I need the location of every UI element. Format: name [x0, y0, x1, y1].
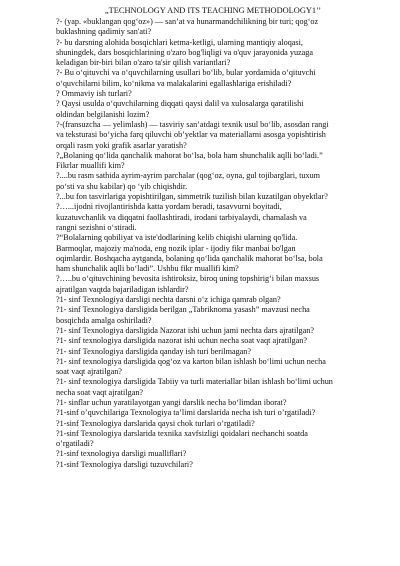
- text-line: Barmoqlar, majoziy ma'noda, eng nozik iplar - ijodiy fikr manbai bo'lgan: [56, 243, 296, 253]
- text-line: ajratilgan vaqtda bajariladigan ishlardir?: [56, 284, 189, 294]
- text-line: ?-(fransuzcha — yelimlash) — tasviriy san’atdagi texnik usul bo‘lib, asosdan rangi: [56, 119, 329, 129]
- text-line: ?…..bu o‘qituvchining bevosita ishtiroksiz, biroq uning topshirig‘i bilan maxsus: [56, 274, 320, 284]
- text-line: ?1-sinf Texnologiya darsligi tuzuvchilari?: [56, 459, 193, 469]
- text-line: ?1- sinf Texnologiya darsligida berilgan „Tabriknoma yasash” mavzusi necha: [56, 305, 310, 315]
- text-line: kuzatuvchanlik va diqqatni faollashtiradi, irodani tarbiyalaydi, chamalash va: [56, 212, 307, 222]
- text-line: ?- Bu o‘qituvchi va o‘quvchilarning usullari bo‘lib, bular yordamida o‘qituvchi: [56, 68, 316, 78]
- text-line: ?1-sinf o’quvchilariga Texnologiya ta’limi darslarida necha ish turi o’rgatiladi?: [56, 408, 316, 418]
- text-line: ham shunchalik aqlli bo‘ladi”. Ushbu fikr muallifi kim?: [56, 264, 239, 274]
- text-line: ?„Bolaning qo‘lida qanchalik mahorat bo‘lsa, bola ham shunchalik aqlli bo‘ladi.”: [56, 150, 323, 160]
- text-line: oldindan belgilanishi lozim?: [56, 109, 150, 119]
- text-line: ?1- sinf texnologiya darsligida qog‘oz va karton bilan ishlash bo‘limi uchun necha: [56, 356, 326, 366]
- document-body: [56, 17, 370, 470]
- document-title: „TECHNOLOGY AND ITS TEACHING METHODOLOGY1’’: [104, 6, 322, 15]
- text-line: ?1- sinf texnologiya darsligida nazorat ishi uchun necha soat vaqt ajratilgan?: [56, 336, 307, 346]
- text-line: shuningdek, dars bosqichlarining o'zaro bog'liqligi va o'quv jarayonida yuzaga: [56, 47, 314, 57]
- text-line: keladigan bir-biri bilan o'zaro ta'sir qilish variantlari?: [56, 58, 231, 68]
- text-line: ?1-sinf Texnologiya darslarida qaysi chok turlari o’rgatiladi?: [56, 418, 255, 428]
- text-line: ?1- sinf texnologiya darsligida Tabiiy va turli materiallar bilan ishlash bo‘limi uchun: [56, 377, 333, 387]
- text-line: buklashning qadimiy san'ati?: [56, 27, 152, 37]
- text-line: Fikrlar muallifi kim?: [56, 161, 125, 171]
- text-line: o‘quvchilarni bilim, ko‘nikma va malakalarini egallashlariga erishiladi?: [56, 78, 292, 88]
- text-line: necha soat vaqt ajratilgan?: [56, 387, 144, 397]
- text-line: ?1- sinf Texnologiya darsligida qanday ish turi berilmagan?: [56, 346, 252, 356]
- text-line: ?1-sinf texnologiya darsligi mualliflari?: [56, 449, 187, 459]
- text-line: o’rgatiladi?: [56, 439, 94, 449]
- text-line: po‘sti va shu kabilar) qo ‘yib chiqishdir.: [56, 181, 188, 191]
- text-line: rangni sezishni o‘stiradi.: [56, 222, 137, 232]
- text-line: orqali rasm yoki grafik asarlar yaratish?: [56, 140, 187, 150]
- text-line: ?1- sinflar uchun yaratilayotgan yangi darslik necha bo‘limdan iborat?: [56, 397, 287, 407]
- text-line: va teksturasi bo‘yicha farq qiluvchi ob’yektlar va materiallarni asosga yopishtirish: [56, 130, 326, 140]
- text-line: soat vaqt ajratilgan?: [56, 367, 122, 377]
- text-line: ?....bu rasm sathida ayrim-ayrim parchalar (qog‘oz, oyna, gul tojibarglari, tuxum: [56, 171, 321, 181]
- text-line: bosqichda amalga oshiriladi?: [56, 315, 152, 325]
- text-line: ? Ommaviy ish turlari?: [56, 89, 132, 99]
- text-line: ?…...ijodni rivojlantirishda katta yordam beradi, tasavvurni boyitadi,: [56, 202, 282, 212]
- text-line: ?“Bolalarning qobiliyat va iste'dodlarining kelib chiqishi ularning qo'lida.: [56, 233, 298, 243]
- text-line: ?- bu darsning alohida bosqichlari ketma-ketligi, ularning mantiqiy aloqasi,: [56, 37, 303, 47]
- text-line: ?1- sinf Texnologiya darsligi nechta darsni o‘z ichiga qamrab olgan?: [56, 295, 281, 305]
- text-line: ?...bu fon tasvirlariga yopishtirilgan, simmetrik tuzilish bilan kuzatilgan obyektlar?: [56, 192, 328, 202]
- text-line: ?1- sinf Texnologiya darsligida Nazorat ishi uchun jami nechta dars ajratilgan?: [56, 325, 315, 335]
- text-line: ?- (yap. «buklangan qog‘oz») — san’at va hunarmandchilikning bir turi; qog‘oz: [56, 17, 319, 26]
- text-line: oqimlardir. Boshqacha aytganda, bolaning qo‘lida qanchalik mahorat bo‘lsa, bola: [56, 253, 323, 263]
- text-line: ?1-sinf Texnologiya darslarida texnika xavfsizligi qoidalari nechanchi soatda: [56, 428, 308, 438]
- text-line: ? Qaysi usulda o‘quvchilarning diqqati qaysi dalil va xulosalarga qaratilishi: [56, 99, 304, 109]
